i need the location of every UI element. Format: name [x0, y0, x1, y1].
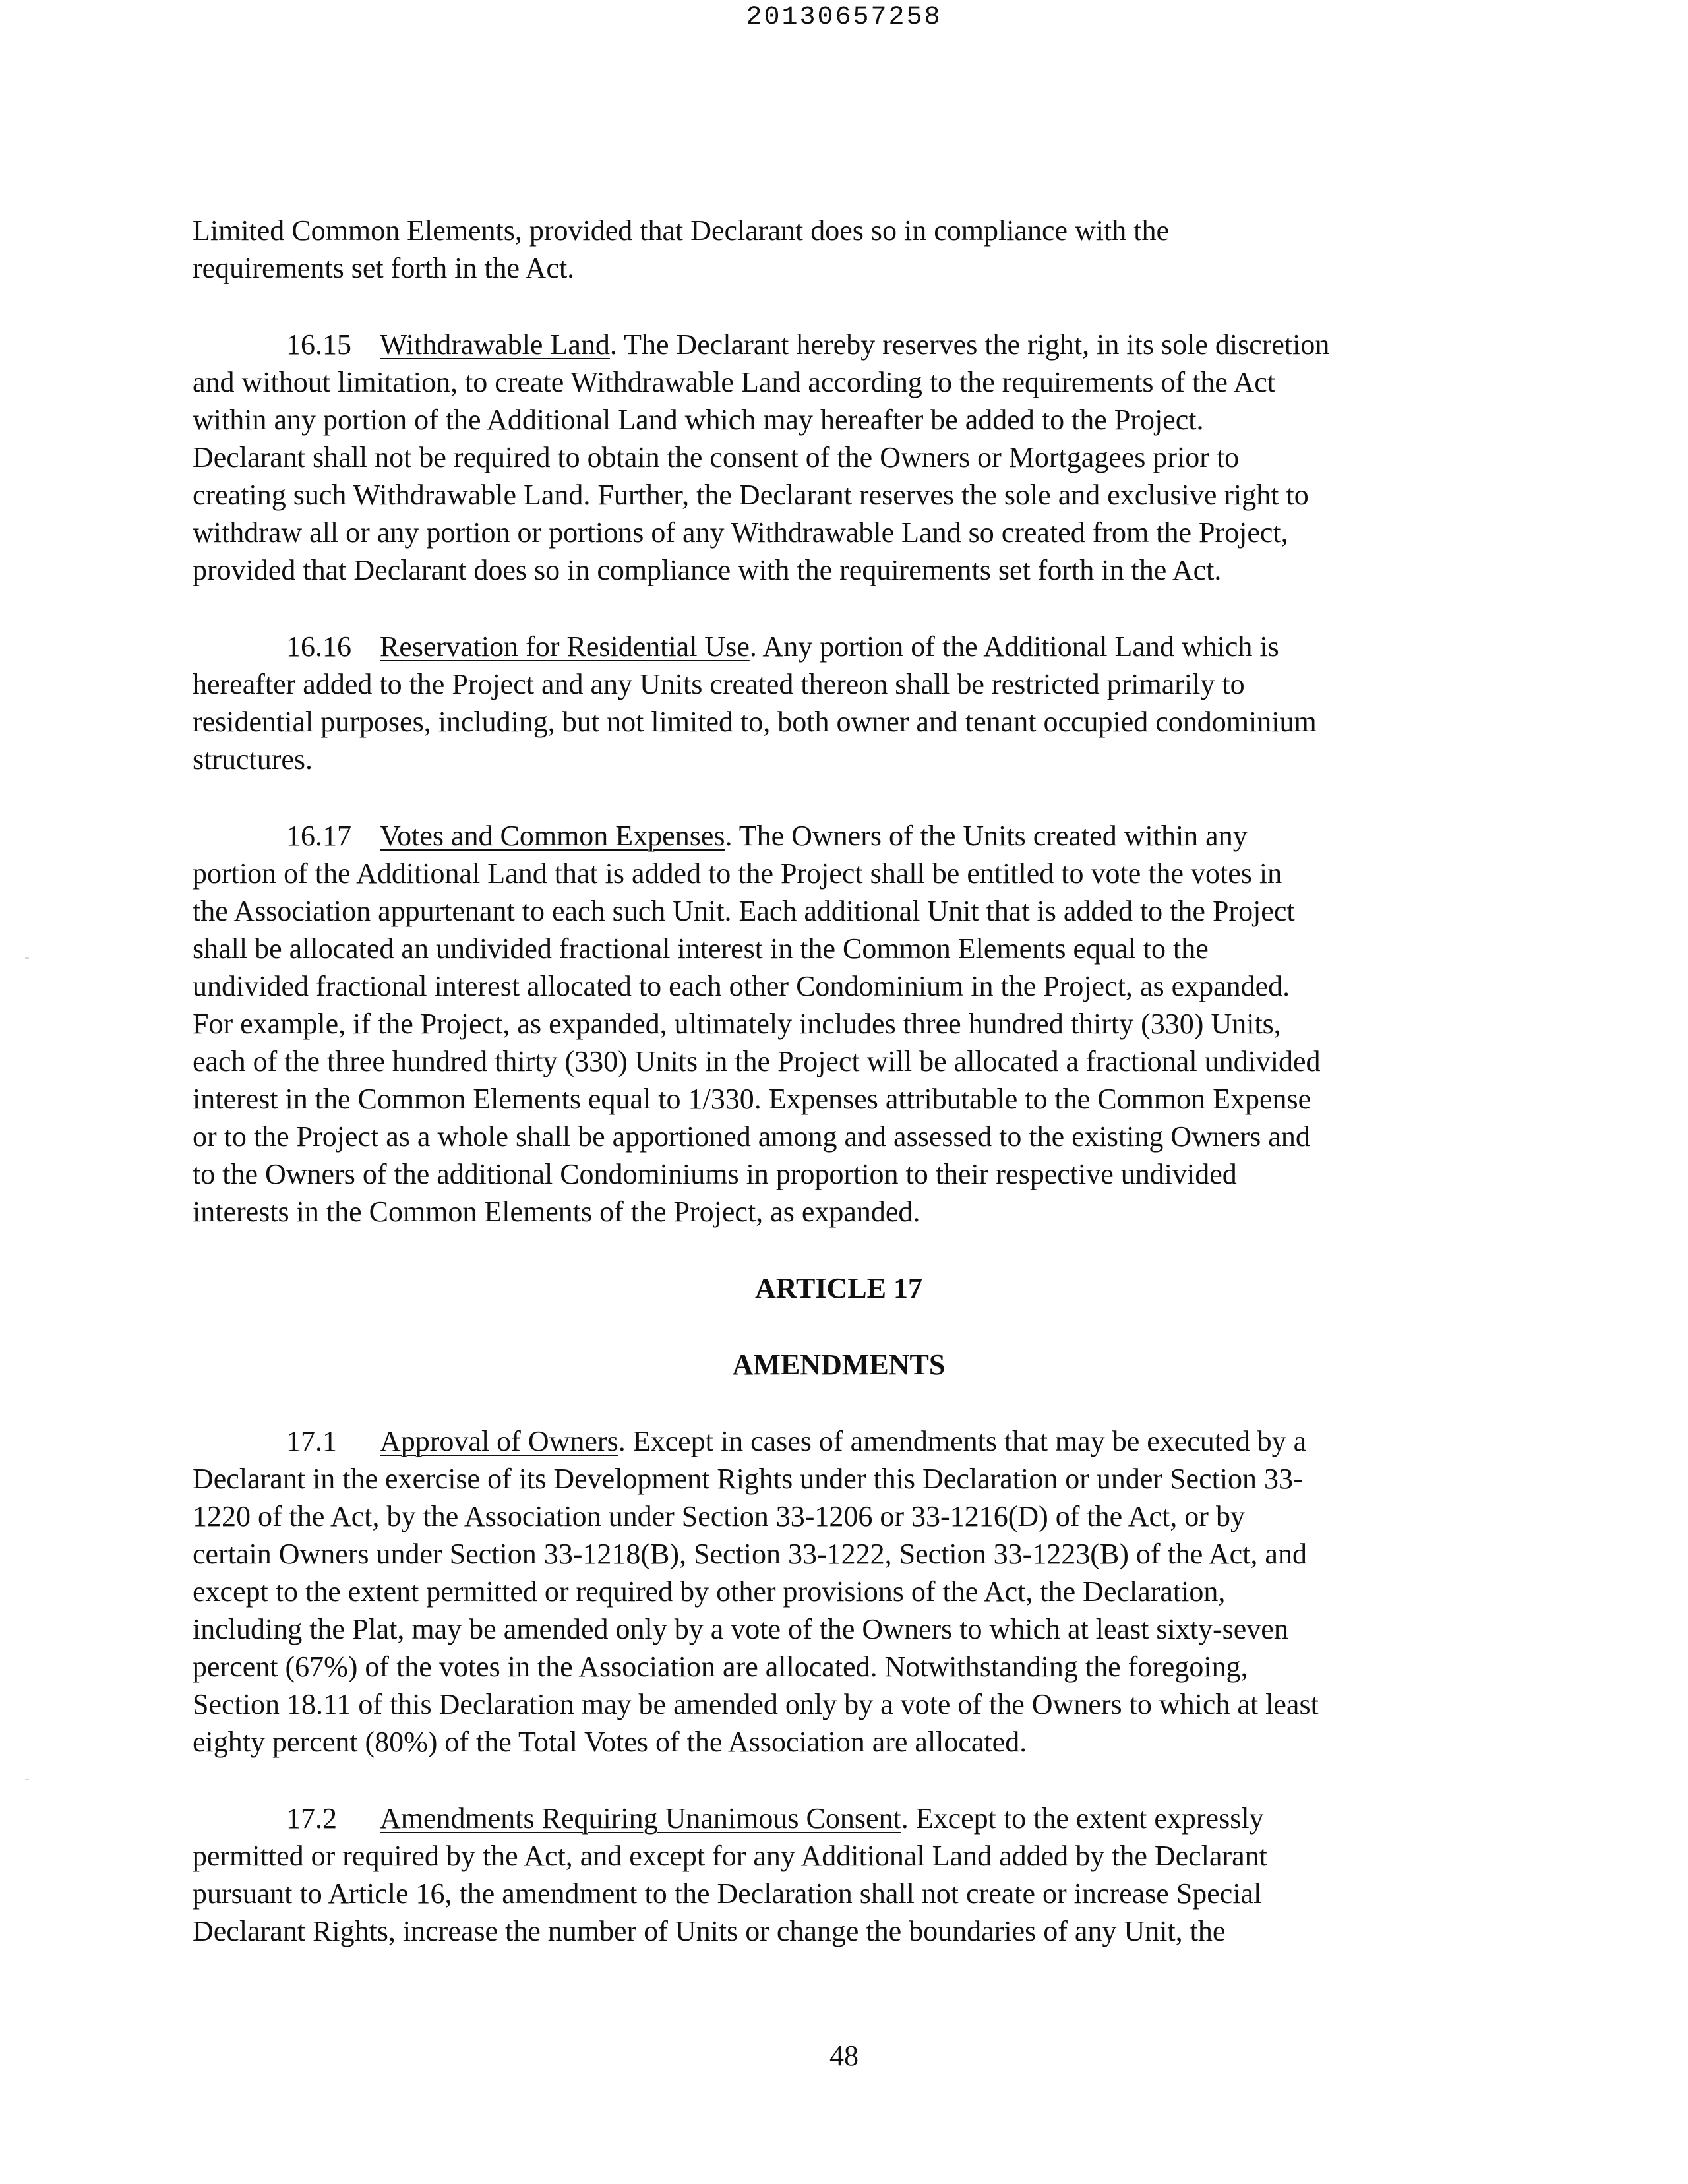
- text-line: except to the extent permitted or required by other provisions of the Act, the Declaration,: [193, 1575, 1226, 1608]
- text-line: Declarant Rights, increase the number of Units or change the boundaries of any Unit, the: [193, 1915, 1226, 1947]
- article-heading: ARTICLE 17: [755, 1272, 922, 1304]
- text-line: For example, if the Project, as expanded, ultimately includes three hundred thirty (330) Units,: [193, 1008, 1281, 1040]
- text-line: permitted or required by the Act, and except for any Additional Land added by the Declarant: [193, 1840, 1267, 1872]
- text-line: including the Plat, may be amended only by a vote of the Owners to which at least sixty-seven: [193, 1613, 1288, 1645]
- text-line: Declarant in the exercise of its Development Rights under this Declaration or under Section 33-: [193, 1463, 1303, 1495]
- continuation-paragraph: [193, 212, 1485, 287]
- text-line: portion of the Additional Land that is added to the Project shall be entitled to vote the votes in: [193, 857, 1282, 890]
- text-line: to the Owners of the additional Condominiums in proportion to their respective undivided: [193, 1158, 1237, 1190]
- text-line: 1220 of the Act, by the Association under Section 33-1206 or 33-1216(D) of the Act, or by: [193, 1500, 1245, 1532]
- text-line: interest in the Common Elements equal to 1/330. Expenses attributable to the Common Expense: [193, 1083, 1311, 1115]
- document-body: [193, 212, 1485, 1950]
- section-title: Reservation for Residential Use: [380, 630, 750, 663]
- text-line: Limited Common Elements, provided that Declarant does so in compliance with the: [193, 214, 1169, 247]
- text-line: or to the Project as a whole shall be apportioned among and assessed to the existing Owners and: [193, 1120, 1310, 1153]
- section-16-15: [193, 326, 1485, 589]
- text-line: . Except in cases of amendments that may be executed by a: [618, 1425, 1307, 1457]
- text-line: eighty percent (80%) of the Total Votes of the Association are allocated.: [193, 1726, 1027, 1758]
- text-line: certain Owners under Section 33-1218(B), Section 33-1222, Section 33-1223(B) of the Act, and: [193, 1538, 1307, 1570]
- text-line: within any portion of the Additional Land which may hereafter be added to the Project.: [193, 404, 1204, 436]
- text-line: . Except to the extent expressly: [901, 1802, 1264, 1835]
- section-17-2: [193, 1800, 1485, 1950]
- scan-mark: [25, 1779, 29, 1780]
- text-line: residential purposes, including, but not limited to, both owner and tenant occupied condominium: [193, 706, 1317, 738]
- text-line: pursuant to Article 16, the amendment to the Declaration shall not create or increase Special: [193, 1877, 1262, 1910]
- document-number: 20130657258: [746, 3, 942, 32]
- section-title: Amendments Requiring Unanimous Consent: [380, 1802, 901, 1835]
- text-line: shall be allocated an undivided fractional interest in the Common Elements equal to the: [193, 932, 1209, 965]
- section-number: 17.1: [286, 1425, 337, 1457]
- section-16-16: [193, 628, 1485, 778]
- text-line: provided that Declarant does so in compliance with the requirements set forth in the Act.: [193, 554, 1222, 586]
- article-title: AMENDMENTS: [732, 1349, 946, 1381]
- section-number: 16.15: [286, 328, 351, 361]
- text-line: undivided fractional interest allocated to each other Condominium in the Project, as expanded.: [193, 970, 1290, 1002]
- section-number: 17.2: [286, 1802, 337, 1835]
- text-line: structures.: [193, 743, 313, 775]
- section-title: Approval of Owners: [380, 1425, 618, 1457]
- section-17-1: [193, 1422, 1485, 1761]
- text-line: requirements set forth in the Act.: [193, 252, 575, 284]
- section-number: 16.17: [286, 820, 351, 852]
- text-line: Declarant shall not be required to obtain the consent of the Owners or Mortgagees prior to: [193, 441, 1240, 473]
- text-line: creating such Withdrawable Land. Further, the Declarant reserves the sole and exclusive right to: [193, 479, 1309, 511]
- scan-mark: [25, 957, 29, 959]
- text-line: percent (67%) of the votes in the Association are allocated. Notwithstanding the foregoing,: [193, 1651, 1248, 1683]
- text-line: the Association appurtenant to each such Unit. Each additional Unit that is added to the Project: [193, 895, 1295, 927]
- text-line: hereafter added to the Project and any Units created thereon shall be restricted primarily to: [193, 668, 1245, 700]
- page-number: 48: [829, 2040, 859, 2072]
- section-16-17: [193, 817, 1485, 1230]
- section-number: 16.16: [286, 630, 351, 663]
- text-line: interests in the Common Elements of the Project, as expanded.: [193, 1196, 920, 1228]
- text-line: Section 18.11 of this Declaration may be amended only by a vote of the Owners to which at least: [193, 1688, 1319, 1720]
- section-title: Withdrawable Land: [380, 328, 610, 361]
- text-line: withdraw all or any portion or portions of any Withdrawable Land so created from the Project,: [193, 516, 1288, 549]
- text-line: . The Declarant hereby reserves the right, in its sole discretion: [609, 328, 1330, 361]
- text-line: and without limitation, to create Withdrawable Land according to the requirements of the Act: [193, 366, 1276, 398]
- text-line: . The Owners of the Units created within any: [725, 820, 1248, 852]
- text-line: each of the three hundred thirty (330) Units in the Project will be allocated a fractional undivided: [193, 1045, 1321, 1077]
- section-title: Votes and Common Expenses: [380, 820, 725, 852]
- text-line: . Any portion of the Additional Land which is: [749, 630, 1279, 663]
